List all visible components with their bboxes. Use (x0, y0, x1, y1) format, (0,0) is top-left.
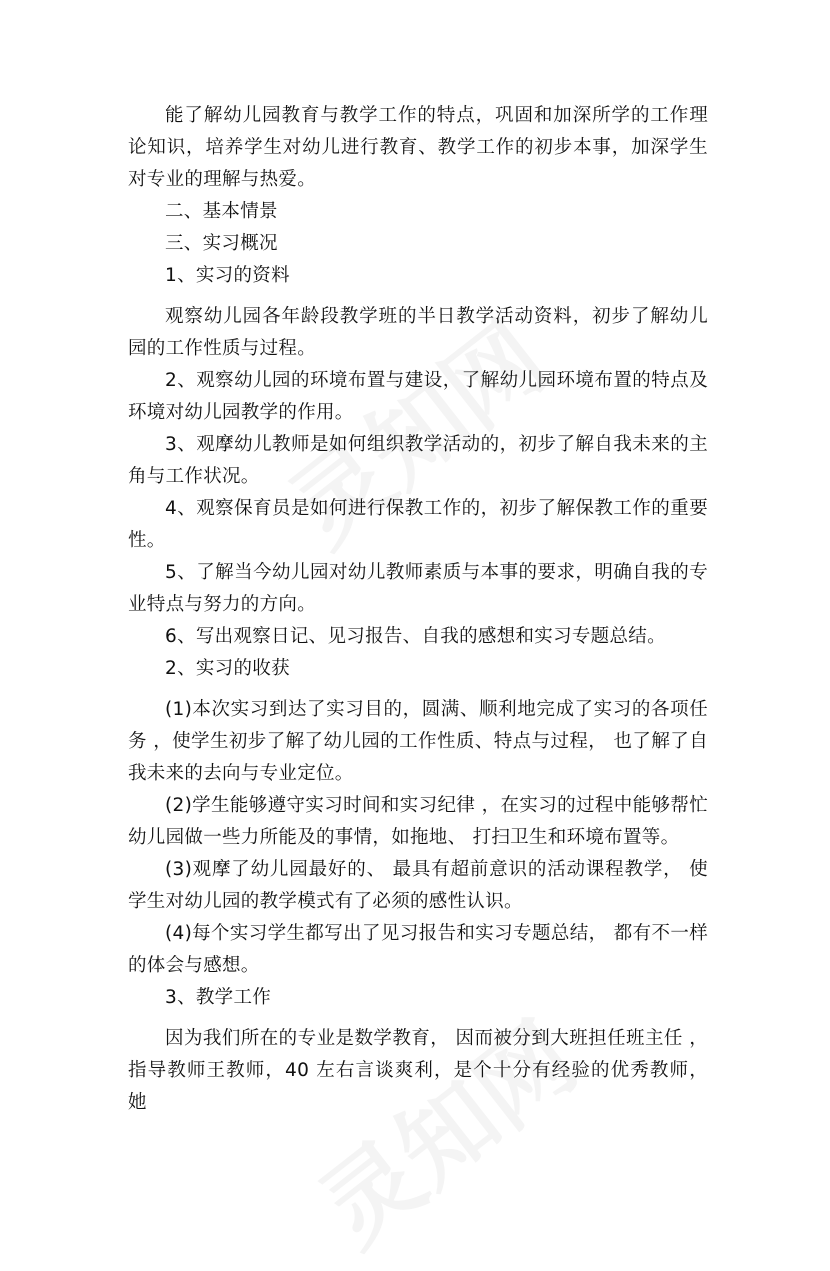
document-body (128, 100, 708, 1119)
heading-internship-overview: 三、实习概况 (165, 233, 278, 254)
paragraph-content-item-4: 4、观察保育员是如何进行保教工作的，初步了解保教工作的重要性。 (128, 498, 708, 551)
paragraph-gain-3: (3)观摩了幼儿园最好的、 最具有超前意识的活动课程教学， 使学生对幼儿园的教学模式有了必须的感性认识。 (128, 859, 708, 912)
paragraph-teaching-work: 因为我们所在的专业是数学教育， 因而被分到大班担任班主任 ，指导教师王教师，40 左右言谈爽利，是个十分有经验的优秀教师， 她 (128, 1028, 708, 1113)
heading-internship-content: 1、实习的资料 (165, 265, 290, 286)
paragraph-content-item-observe: 观察幼儿园各年龄段教学班的半日教学活动资料，初步了解幼儿园的工作性质与过程。 (128, 306, 708, 359)
paragraph-content-item-6: 6、写出观察日记、见习报告、自我的感想和实习专题总结。 (165, 626, 666, 647)
paragraph-content-item-2: 2、观察幼儿园的环境布置与建设，了解幼儿园环境布置的特点及环境对幼儿园教学的作用。 (128, 370, 708, 423)
paragraph-gain-1: (1)本次实习到达了实习目的，圆满、顺利地完成了实习的各项任务 ，使学生初步了解了幼儿园的工作性质、特点与过程， 也了解了自我未来的去向与专业定位。 (128, 699, 708, 784)
heading-internship-gains: 2、实习的收获 (165, 658, 290, 679)
paragraph-content-item-5: 5、了解当今幼儿园对幼儿教师素质与本事的要求，明确自我的专业特点与努力的方向。 (128, 562, 708, 615)
paragraph-intro: 能了解幼儿园教育与教学工作的特点，巩固和加深所学的工作理论知识，培养学生对幼儿进行教育、教学工作的初步本事，加深学生对专业的理解与热爱。 (128, 105, 708, 190)
heading-teaching-work: 3、教学工作 (165, 987, 272, 1008)
paragraph-gain-2: (2)学生能够遵守实习时间和实习纪律 ，在实习的过程中能够帮忙幼儿园做一些力所能及的事情，如拖地、 打扫卫生和环境布置等。 (128, 795, 708, 848)
paragraph-content-item-3: 3、观摩幼儿教师是如何组织教学活动的，初步了解自我未来的主角与工作状况。 (128, 434, 708, 487)
paragraph-gain-4: (4)每个实习学生都写出了见习报告和实习专题总结， 都有不一样的体会与感想。 (128, 923, 708, 976)
heading-basic-situation: 二、基本情景 (165, 201, 278, 222)
